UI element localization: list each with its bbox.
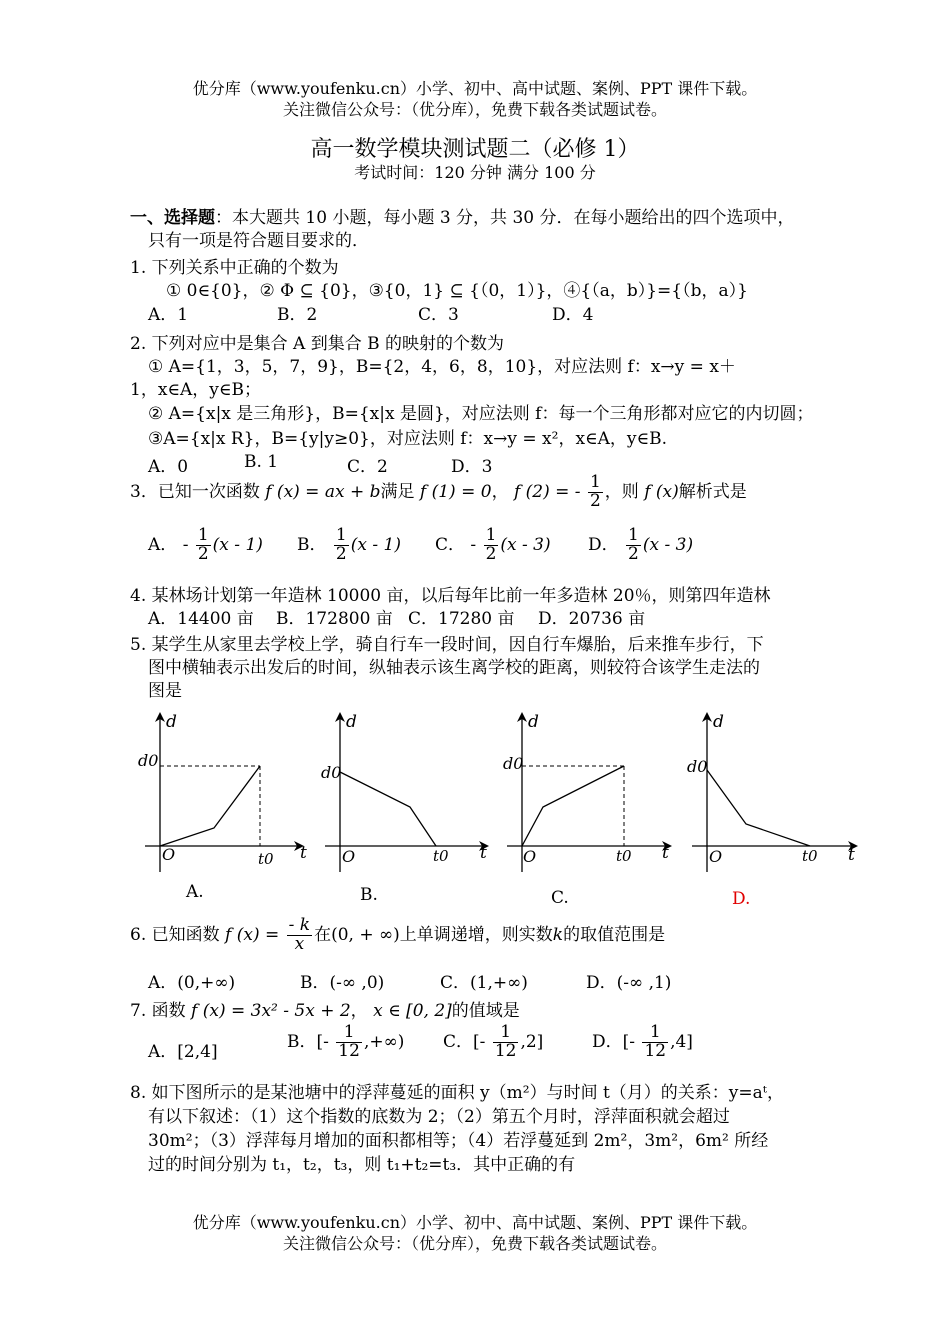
section-text-2: 只有一项是符合题目要求的． — [148, 231, 369, 251]
q7-opt-d-den: 12 — [644, 1040, 667, 1061]
graph-a-curve — [160, 766, 260, 846]
q3-opt-a-sign: - — [182, 534, 189, 555]
q8-line4: 过的时间分别为 t₁，t₂，t₃，则 t₁+t₂=t₃．其中正确的有 — [148, 1155, 576, 1175]
q5-option-c: C. — [551, 888, 569, 908]
graph-b-origin: O — [342, 847, 356, 866]
q6-k: k — [552, 924, 564, 945]
q1-option-c: C．3 — [418, 305, 459, 325]
graph-c — [503, 712, 670, 872]
q3-opt-c-tail: (x - 3) — [500, 534, 551, 555]
q2-option-b: B. 1 — [244, 452, 279, 472]
q7-opt-d-label: D． — [592, 1031, 623, 1052]
section-label: 一、选择题 — [130, 208, 215, 228]
q3-f1: f (x) = ax + b — [265, 481, 381, 502]
graph-d-t0-label: t0 — [802, 847, 818, 865]
q3-opt-b-den: 2 — [335, 543, 347, 564]
q5-line2: 图中横轴表示出发后的时间，纵轴表示该生离学校的距离，则较符合该学生走法的 — [148, 658, 760, 678]
q5-line1: 5. 某学生从家里去学校上学，骑自行车一段时间，因自行车爆胎，后来推车步行，下 — [130, 635, 764, 655]
q2-item1a: ① A={1，3，5，7，9}，B={2，4，6，8，10}，对应法则 f：x→y = x＋ — [148, 357, 736, 377]
graph-c-origin: O — [523, 847, 537, 866]
q6-stem-a: 6. 已知函数 — [130, 924, 220, 945]
q1-items: ① 0∈{0}，② Φ ⊆ {0}，③{0，1} ⊆ {（0，1）}，④{（a，b）}={（b，a）} — [166, 281, 748, 301]
q4-option-c: C．17280 亩 — [408, 609, 515, 629]
q6-interval: (0, + ∞) — [331, 924, 400, 945]
q7-option-c — [443, 1024, 543, 1061]
q6-option-d: D．(-∞ ,1) — [586, 973, 672, 993]
q5-option-a: A. — [186, 882, 204, 902]
q6-fx: f (x) = — [225, 924, 280, 945]
q3-opt-c-label: C． — [435, 534, 466, 555]
graph-d-d0-label: d0 — [687, 757, 708, 776]
q3-opt-c-den: 2 — [485, 543, 497, 564]
q3-opt-c-frac — [484, 527, 499, 564]
graph-b — [321, 712, 487, 872]
q3-option-a — [148, 527, 263, 564]
q2-item1b: 1，x∈A，y∈B； — [130, 380, 261, 400]
graph-c-curve — [522, 766, 624, 846]
q7-opt-c-num: 1 — [493, 1024, 519, 1043]
q3-f3: f (2) = - — [513, 481, 581, 502]
q2-option-c: C．2 — [347, 457, 388, 477]
graph-a-d-label: d — [166, 712, 177, 732]
q6-option-a: A．(0,+∞) — [148, 973, 236, 993]
q2-item3: ③A={x|x R}，B={y|y≥0}，对应法则 f：x→y = x²，x∈A，y∈B. — [148, 429, 667, 449]
q7-opt-b-pre: [- — [316, 1031, 329, 1052]
q1-stem: 1. 下列关系中正确的个数为 — [130, 258, 339, 278]
q5-option-d: D. — [732, 889, 751, 909]
graph-b-curve — [340, 772, 436, 846]
q7-opt-b-frac — [336, 1024, 362, 1061]
graph-b-d0-label: d0 — [321, 763, 342, 782]
graph-c-t0-label: t0 — [616, 847, 632, 865]
q3-opt-d-frac — [626, 527, 641, 564]
q5-line3: 图是 — [148, 681, 182, 701]
graph-d — [687, 712, 856, 872]
q3-stem-b: 满足 — [380, 481, 415, 502]
graph-a-t0-label: t0 — [258, 850, 274, 868]
q2-option-d: D．3 — [451, 457, 493, 477]
q3-opt-c-num: 1 — [485, 525, 497, 545]
q6-stem — [130, 917, 665, 954]
q7-opt-d-pre: [- — [622, 1031, 636, 1052]
q3-opt-d-tail: (x - 3) — [642, 534, 694, 555]
q6-den: x — [294, 933, 305, 954]
header-line-1: 优分库（www.youfenku.cn）小学、初中、高中试题、案例、PPT 课件下载。 — [192, 79, 758, 98]
q7-opt-c-post: ,2] — [520, 1031, 544, 1052]
q7-opt-d-num: 1 — [642, 1024, 668, 1043]
q7-stem-c: 的值域是 — [451, 1001, 520, 1021]
graph-d-curve — [707, 770, 810, 846]
q4-option-d: D．20736 亩 — [538, 609, 646, 629]
q3-opt-a-tail: (x - 1) — [212, 534, 263, 555]
graph-c-t-label: t — [662, 843, 669, 863]
q3-opt-b-label: B． — [297, 534, 327, 555]
graph-a — [138, 712, 307, 872]
q3-opt-b-num: 1 — [335, 525, 347, 545]
graph-d-d-label: d — [713, 712, 724, 732]
q3-half-den: 2 — [589, 490, 601, 511]
q7-opt-b-label: B． — [287, 1031, 317, 1052]
q3-stem-a: 3．已知一次函数 — [130, 481, 260, 502]
q3-opt-d-num: 1 — [628, 525, 639, 545]
q7-fx: f (x) = 3x² - 5x + 2 — [191, 1001, 351, 1021]
q3-f2: f (1) = 0 — [419, 481, 492, 502]
graph-c-d-label: d — [528, 712, 539, 732]
q2-item2: ② A={x|x 是三角形}，B={x|x 是圆}，对应法则 f：每一个三角形都对应它的内切圆； — [148, 404, 814, 424]
q7-stem-a: 7. 函数 — [130, 1001, 186, 1021]
q6-num: - k — [288, 915, 311, 935]
q7-opt-d-post: ,4] — [670, 1031, 693, 1052]
section-text: ：本大题共 10 小题，每小题 3 分，共 30 分．在每小题给出的四个选项中， — [215, 208, 795, 228]
q3-f4: f (x) — [644, 481, 679, 502]
q3-option-d — [588, 527, 693, 564]
q7-opt-b-den: 12 — [338, 1040, 360, 1061]
q6-stem-d: 的取值范围是 — [563, 924, 666, 945]
section-heading — [130, 203, 795, 228]
q6-frac — [287, 917, 312, 954]
q7-opt-c-label: C． — [443, 1031, 474, 1052]
graph-b-t0-label: t0 — [433, 847, 449, 865]
q5-option-b: B. — [360, 885, 378, 905]
q7-opt-b-num: 1 — [336, 1024, 362, 1043]
q7-option-a: A．[2,4] — [148, 1042, 218, 1062]
q8-line3: 30m²；（3）浮萍每月增加的面积都相等；（4）若浮蔓延到 2m²，3m²，6m² 所经 — [148, 1131, 769, 1151]
q3-opt-a-label: A． — [148, 534, 178, 555]
q7-stem — [130, 996, 520, 1021]
q1-option-b: B．2 — [277, 305, 318, 325]
q7-option-d — [592, 1024, 693, 1061]
graph-d-origin: O — [709, 847, 723, 866]
q3-half-num: 1 — [589, 472, 601, 492]
q7-stem-b: ， — [350, 1001, 368, 1021]
q3-opt-b-tail: (x - 1) — [350, 534, 401, 555]
q7-opt-c-frac — [493, 1024, 519, 1061]
q6-stem-c: 上单调递增，则实数 — [399, 924, 553, 945]
q3-half — [588, 474, 603, 511]
graph-c-d0-label: d0 — [503, 754, 524, 773]
q1-option-d: D．4 — [552, 305, 594, 325]
q3-option-c — [435, 527, 551, 564]
graph-a-d0-label: d0 — [138, 751, 159, 770]
q2-stem: 2. 下列对应中是集合 A 到集合 B 的映射的个数为 — [130, 334, 505, 354]
q3-opt-a-den: 2 — [197, 543, 209, 564]
graph-b-t-label: t — [480, 843, 487, 863]
q3-stem-d: ，则 — [604, 481, 639, 502]
q5-graphs — [0, 700, 950, 920]
graph-b-d-label: d — [346, 712, 357, 732]
graph-a-t-label: t — [300, 843, 307, 863]
q3-opt-a-frac — [196, 527, 211, 564]
q7-opt-b-post: ,+∞) — [363, 1031, 405, 1052]
footer-line-2: 关注微信公众号：（优分库），免费下载各类试题试卷。 — [282, 1234, 667, 1253]
q8-line2: 有以下叙述：（1）这个指数的底数为 2；（2）第五个月时，浮萍面积就会超过 — [148, 1107, 730, 1127]
q4-option-b: B．172800 亩 — [276, 609, 393, 629]
q7-option-b — [287, 1024, 404, 1061]
q8-line1: 8. 如下图所示的是某池塘中的浮萍蔓延的面积 y（m²）与时间 t（月）的关系：y=aᵗ， — [130, 1083, 784, 1103]
q2-option-a: A．0 — [148, 457, 189, 477]
page-title: 高一数学模块测试题二（必修 1） — [310, 137, 640, 162]
q6-option-c: C．(1,+∞) — [440, 973, 528, 993]
header-line-2: 关注微信公众号：（优分库），免费下载各类试题试卷。 — [282, 100, 667, 119]
q3-opt-c-sign: - — [470, 534, 477, 555]
q3-stem-c: ， — [491, 481, 509, 502]
q1-option-a: A．1 — [148, 305, 189, 325]
q3-opt-b-frac — [334, 527, 349, 564]
footer-line-1: 优分库（www.youfenku.cn）小学、初中、高中试题、案例、PPT 课件下载。 — [192, 1213, 758, 1232]
q7-domain: x ∈ [0, 2] — [373, 1001, 452, 1021]
q6-stem-b: 在 — [314, 924, 332, 945]
q4-option-a: A．14400 亩 — [148, 609, 254, 629]
q3-opt-d-label: D． — [588, 534, 619, 555]
q3-option-b — [297, 527, 401, 564]
graph-a-origin: O — [162, 845, 176, 864]
q3-stem-e: 解析式是 — [678, 481, 747, 502]
q7-opt-c-pre: [- — [473, 1031, 486, 1052]
page-subtitle: 考试时间：120 分钟 满分 100 分 — [354, 163, 596, 182]
graph-d-t-label: t — [848, 845, 855, 865]
q3-stem — [130, 474, 747, 511]
q7-opt-c-den: 12 — [494, 1040, 517, 1061]
q4-stem: 4. 某林场计划第一年造林 10000 亩，以后每年比前一年多造林 20％，则第四年造林 — [130, 586, 771, 606]
q3-opt-a-num: 1 — [197, 525, 209, 545]
q6-option-b: B．(-∞ ,0) — [300, 973, 385, 993]
q7-opt-d-frac — [642, 1024, 668, 1061]
q3-opt-d-den: 2 — [628, 543, 639, 564]
